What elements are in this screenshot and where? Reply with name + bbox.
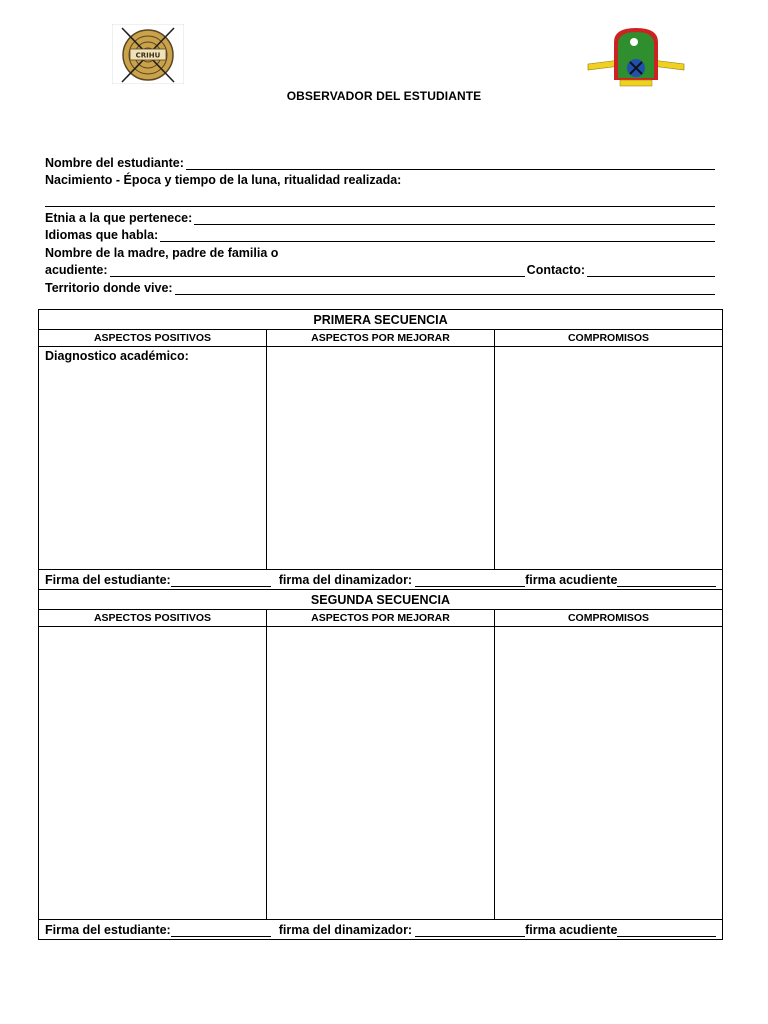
dynamizer-signature-field[interactable]: [415, 925, 525, 937]
contact-label: Contacto:: [526, 263, 585, 277]
column-header-row: [39, 330, 723, 347]
section-title-row: [39, 590, 723, 610]
guardian-signature-label: firma acudiente: [525, 572, 618, 587]
guardian-row-1: [45, 242, 715, 260]
student-signature-field[interactable]: [171, 925, 271, 937]
coat-of-arms-icon: [584, 24, 688, 90]
guardian-label: Nombre de la madre, padre de familia o: [45, 245, 279, 260]
student-name-field[interactable]: [186, 158, 715, 170]
section-body-row: [39, 627, 723, 920]
dynamizer-signature-label: firma del dinamizador:: [278, 572, 413, 587]
commitments-cell[interactable]: [495, 347, 723, 570]
ethnicity-row: [45, 207, 715, 225]
ethnicity-field[interactable]: [194, 213, 715, 225]
student-signature-label: Firma del estudiante:: [45, 922, 171, 937]
languages-row: [45, 225, 715, 243]
signature-row: [39, 920, 723, 940]
territory-field[interactable]: [175, 283, 715, 295]
column-header-row: [39, 610, 723, 627]
signature-row: [39, 570, 723, 590]
positive-aspects-cell[interactable]: [39, 627, 267, 920]
student-signature-label: Firma del estudiante:: [45, 572, 171, 587]
section-body-row: [39, 347, 723, 570]
guardian-row-2: [45, 260, 715, 278]
guardian-label-cont: acudiente:: [45, 263, 108, 277]
school-seal-icon: [112, 24, 184, 84]
student-name-label: Nombre del estudiante:: [45, 155, 184, 170]
academic-diagnosis-label: Diagnostico académico:: [45, 349, 189, 363]
guardian-signature-field[interactable]: [617, 575, 716, 587]
birth-label: Nacimiento - Época y tiempo de la luna, ritualidad realizada:: [45, 173, 402, 187]
dynamizer-signature-field[interactable]: [415, 575, 525, 587]
column-header: ASPECTOS POSITIVOS: [39, 610, 267, 627]
languages-field[interactable]: [160, 230, 715, 242]
signature-cell: [39, 920, 723, 940]
guardian-field[interactable]: [110, 265, 525, 277]
territory-label: Territorio donde vive:: [45, 280, 173, 295]
languages-label: Idiomas que habla:: [45, 228, 159, 242]
student-signature-field[interactable]: [171, 575, 271, 587]
section-title: SEGUNDA SECUENCIA: [39, 590, 723, 610]
dynamizer-signature-label: firma del dinamizador:: [278, 922, 413, 937]
column-header: ASPECTOS POSITIVOS: [39, 330, 267, 347]
territory-row: [45, 277, 715, 295]
document-title: OBSERVADOR DEL ESTUDIANTE: [286, 89, 482, 103]
contact-field[interactable]: [587, 265, 715, 277]
column-header: COMPROMISOS: [495, 610, 723, 627]
commitments-cell[interactable]: [495, 627, 723, 920]
birth-row: [45, 170, 715, 188]
column-header: COMPROMISOS: [495, 330, 723, 347]
birth-field[interactable]: [45, 195, 715, 207]
guardian-signature-label: firma acudiente: [525, 922, 618, 937]
sequence-table: [38, 309, 723, 940]
improvement-aspects-cell[interactable]: [267, 347, 495, 570]
positive-aspects-cell[interactable]: [39, 347, 267, 570]
section-title-row: [39, 310, 723, 330]
section-title: PRIMERA SECUENCIA: [39, 310, 723, 330]
signature-cell: [39, 570, 723, 590]
improvement-aspects-cell[interactable]: [267, 627, 495, 920]
student-name-row: [45, 152, 715, 170]
column-header: ASPECTOS POR MEJORAR: [267, 330, 495, 347]
birth-answer-row: [45, 187, 715, 207]
student-info-fields: [45, 152, 715, 295]
column-header: ASPECTOS POR MEJORAR: [267, 610, 495, 627]
ethnicity-label: Etnia a la que pertenece:: [45, 210, 193, 225]
guardian-signature-field[interactable]: [617, 925, 716, 937]
svg-text:CRIHU: CRIHU: [135, 51, 161, 60]
